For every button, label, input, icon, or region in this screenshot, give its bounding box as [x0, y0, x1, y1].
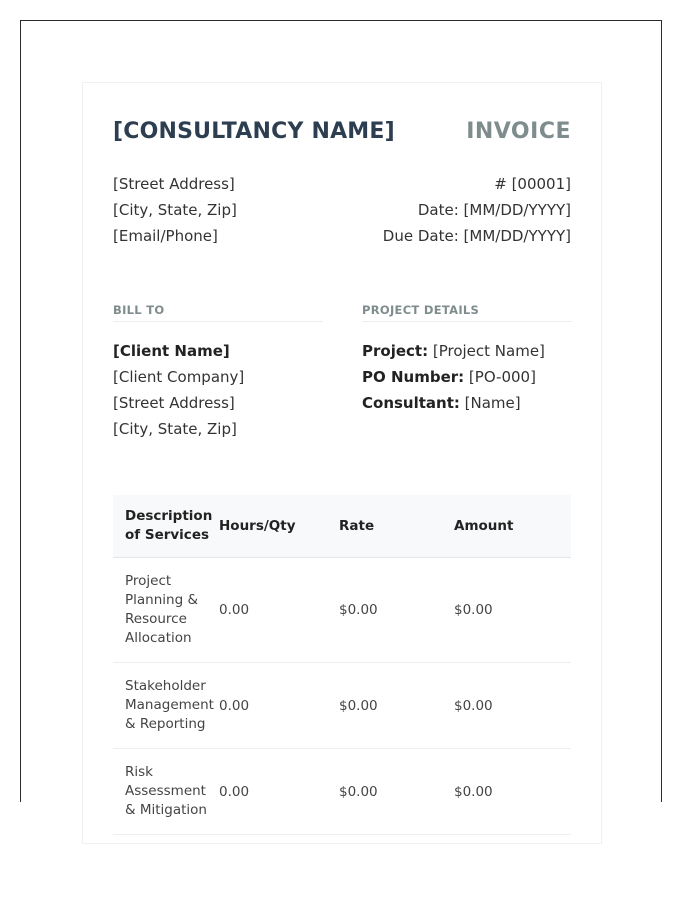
project-details-block [362, 338, 545, 416]
invoice-page [82, 82, 602, 844]
column-header-qty: Hours/Qty [219, 518, 296, 534]
consultant-label: Consultant: [362, 394, 460, 412]
sender-address [113, 171, 237, 249]
consultant-value: [Name] [464, 394, 521, 412]
company-name: [CONSULTANCY NAME] [113, 119, 395, 144]
bill-to-block [113, 338, 244, 442]
row-qty: 0.00 [219, 697, 250, 714]
row-description: Risk Assessment & Mitigation [125, 764, 207, 818]
sender-city: [City, State, Zip] [113, 201, 237, 219]
consultant-line [362, 390, 545, 416]
sender-contact: [Email/Phone] [113, 227, 218, 245]
invoice-date-value: [MM/DD/YYYY] [463, 201, 571, 219]
table-row [113, 558, 571, 663]
row-description: Stakeholder Management & Reporting [125, 678, 214, 732]
project-value: [Project Name] [432, 342, 545, 360]
row-amount: $0.00 [454, 783, 493, 800]
po-label: PO Number: [362, 368, 465, 386]
invoice-meta [383, 171, 571, 249]
invoice-number: # [00001] [494, 175, 571, 193]
project-label: Project: [362, 342, 429, 360]
invoice-date [383, 197, 571, 223]
table-header [113, 495, 571, 558]
row-amount: $0.00 [454, 602, 493, 618]
client-street: [Street Address] [113, 394, 235, 412]
client-name: [Client Name] [113, 342, 230, 360]
row-amount: $0.00 [454, 697, 493, 714]
document-frame [20, 20, 662, 818]
row-qty: 0.00 [219, 602, 250, 618]
invoice-due-label: Due Date: [382, 227, 459, 245]
invoice-due-value: [MM/DD/YYYY] [463, 227, 571, 245]
column-header-amount: Amount [454, 518, 514, 534]
row-description: Project Planning & Resource Allocation [125, 573, 198, 646]
bill-to-heading: BILL TO [113, 303, 323, 322]
po-value: [PO-000] [468, 368, 536, 386]
services-table [113, 495, 571, 835]
row-qty: 0.00 [219, 783, 250, 800]
client-company: [Client Company] [113, 368, 245, 386]
client-city: [City, State, Zip] [113, 420, 237, 438]
column-header-description: Description of Services [125, 508, 213, 543]
po-line [362, 364, 545, 390]
project-line [362, 338, 545, 364]
invoice-title: INVOICE [466, 119, 571, 144]
row-rate: $0.00 [339, 783, 378, 800]
row-rate: $0.00 [339, 602, 378, 618]
invoice-due-date [383, 223, 571, 249]
invoice-date-label: Date: [417, 201, 459, 219]
row-rate: $0.00 [339, 697, 378, 714]
table-row [113, 749, 571, 835]
column-header-rate: Rate [339, 518, 375, 534]
project-details-heading: PROJECT DETAILS [362, 303, 572, 322]
sender-street: [Street Address] [113, 175, 235, 193]
table-row [113, 663, 571, 749]
